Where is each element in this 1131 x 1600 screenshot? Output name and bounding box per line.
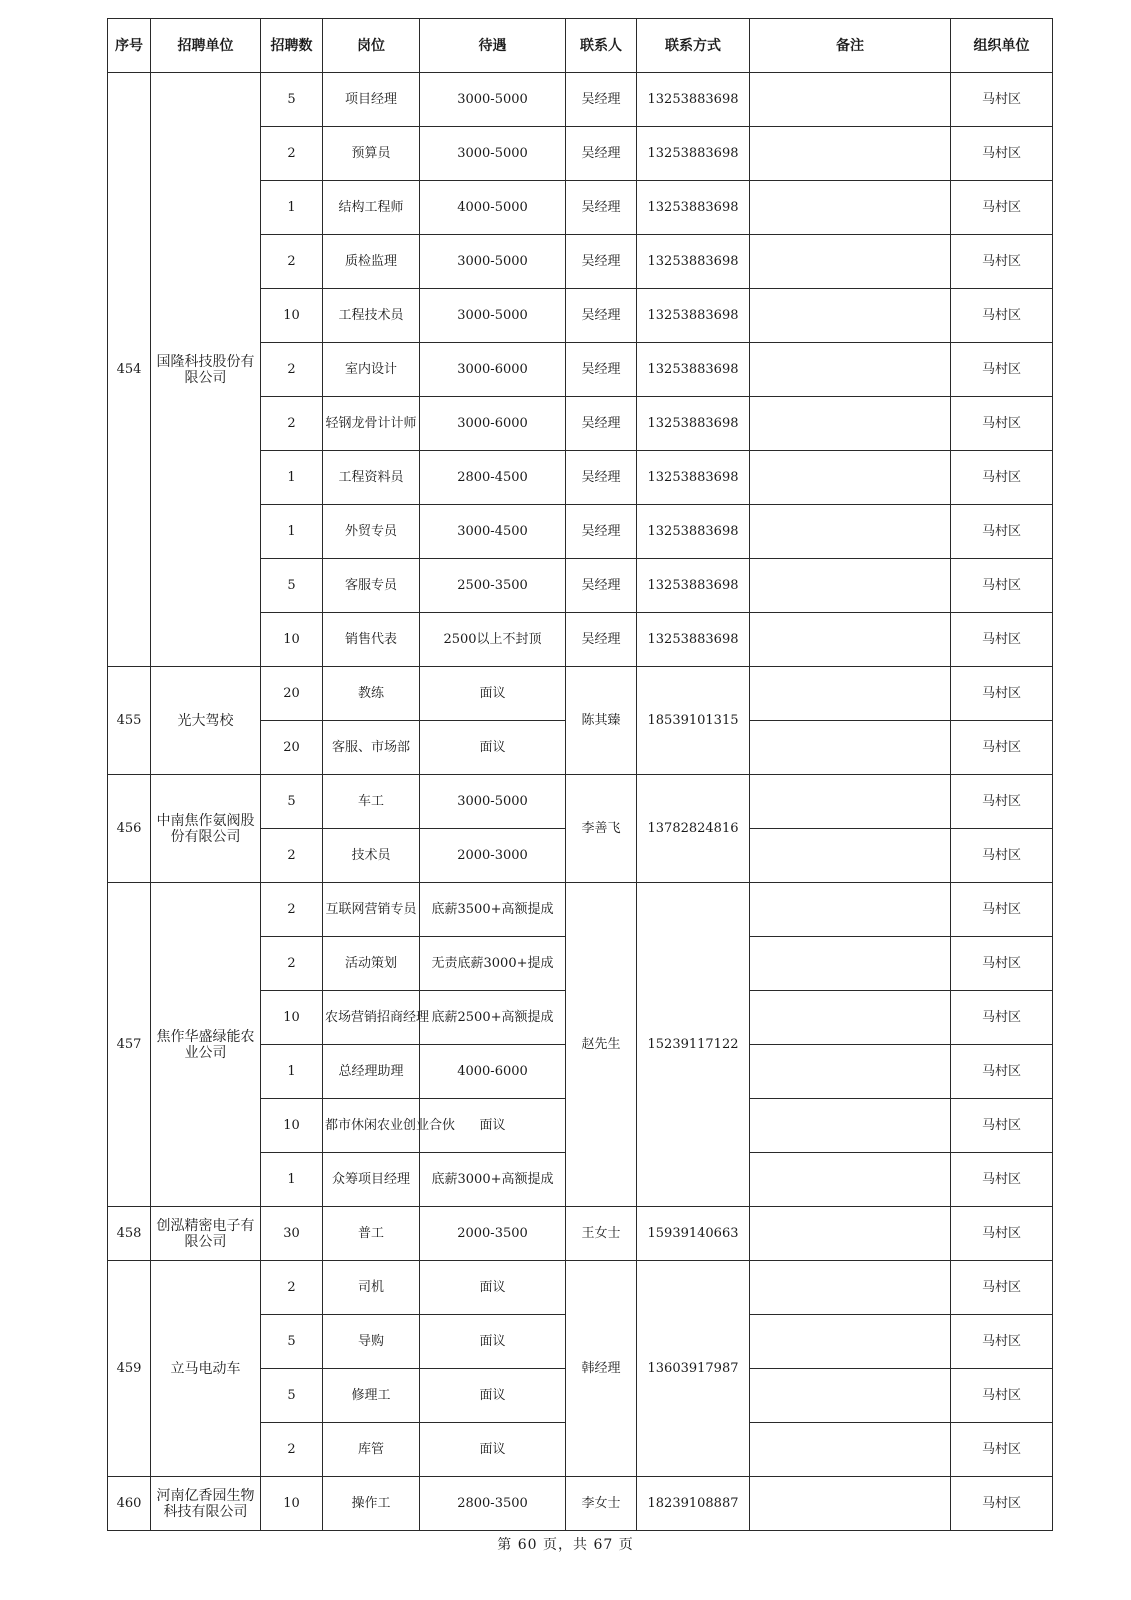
row-number: 458 [108, 1207, 151, 1261]
position-name: 总经理助理 [323, 1045, 420, 1099]
contact-person: 陈其臻 [566, 667, 637, 775]
hire-count: 1 [261, 181, 323, 235]
remark [750, 451, 951, 505]
position-name: 预算员 [323, 127, 420, 181]
position-name: 质检监理 [323, 235, 420, 289]
company-name: 焦作华盛绿能农业公司 [151, 883, 261, 1207]
header-row [108, 19, 1053, 73]
salary: 2800-3500 [420, 1477, 566, 1531]
hire-count: 20 [261, 721, 323, 775]
salary: 面议 [420, 1261, 566, 1315]
salary: 3000-6000 [420, 397, 566, 451]
organizer: 马村区 [951, 667, 1053, 721]
hire-count: 2 [261, 127, 323, 181]
remark [750, 1423, 951, 1477]
position-name: 司机 [323, 1261, 420, 1315]
organizer: 马村区 [951, 235, 1053, 289]
contact-person: 赵先生 [566, 883, 637, 1207]
remark [750, 667, 951, 721]
salary: 2500以上不封顶 [420, 613, 566, 667]
contact-phone: 15939140663 [637, 1207, 750, 1261]
organizer: 马村区 [951, 883, 1053, 937]
remark [750, 181, 951, 235]
hire-count: 2 [261, 1261, 323, 1315]
hire-count: 10 [261, 1477, 323, 1531]
position-name: 销售代表 [323, 613, 420, 667]
salary: 3000-4500 [420, 505, 566, 559]
contact-phone: 13253883698 [637, 343, 750, 397]
organizer: 马村区 [951, 1207, 1053, 1261]
salary: 2800-4500 [420, 451, 566, 505]
organizer: 马村区 [951, 937, 1053, 991]
company-name: 国隆科技股份有限公司 [151, 73, 261, 667]
salary: 无责底薪3000+提成 [420, 937, 566, 991]
company-name: 创泓精密电子有限公司 [151, 1207, 261, 1261]
position-name: 教练 [323, 667, 420, 721]
salary: 面议 [420, 1315, 566, 1369]
salary: 底薪3500+高额提成 [420, 883, 566, 937]
hire-count: 1 [261, 1153, 323, 1207]
contact-person: 吴经理 [566, 343, 637, 397]
row-number: 455 [108, 667, 151, 775]
organizer: 马村区 [951, 127, 1053, 181]
remark [750, 721, 951, 775]
row-number: 456 [108, 775, 151, 883]
remark [750, 1153, 951, 1207]
hire-count: 10 [261, 991, 323, 1045]
contact-phone: 13253883698 [637, 73, 750, 127]
organizer: 马村区 [951, 1477, 1053, 1531]
organizer: 马村区 [951, 991, 1053, 1045]
table-row [108, 883, 1053, 937]
hire-count: 2 [261, 829, 323, 883]
row-number: 454 [108, 73, 151, 667]
hire-count: 20 [261, 667, 323, 721]
salary: 面议 [420, 1423, 566, 1477]
salary: 2000-3000 [420, 829, 566, 883]
remark [750, 613, 951, 667]
contact-phone: 13253883698 [637, 235, 750, 289]
remark [750, 1261, 951, 1315]
contact-person: 李女士 [566, 1477, 637, 1531]
hire-count: 5 [261, 559, 323, 613]
remark [750, 397, 951, 451]
organizer: 马村区 [951, 775, 1053, 829]
remark [750, 343, 951, 397]
table-row [108, 1477, 1053, 1531]
organizer: 马村区 [951, 1423, 1053, 1477]
header-no: 序号 [108, 19, 151, 73]
contact-person: 吴经理 [566, 181, 637, 235]
table-row [108, 1261, 1053, 1315]
remark [750, 559, 951, 613]
contact-person: 吴经理 [566, 613, 637, 667]
position-name: 操作工 [323, 1477, 420, 1531]
salary: 面议 [420, 667, 566, 721]
hire-count: 10 [261, 1099, 323, 1153]
contact-phone: 18239108887 [637, 1477, 750, 1531]
organizer: 马村区 [951, 1099, 1053, 1153]
hire-count: 1 [261, 451, 323, 505]
salary: 底薪2500+高额提成 [420, 991, 566, 1045]
position-name: 工程技术员 [323, 289, 420, 343]
position-name: 工程资料员 [323, 451, 420, 505]
salary: 3000-5000 [420, 289, 566, 343]
recruitment-table [107, 18, 1053, 1531]
organizer: 马村区 [951, 1261, 1053, 1315]
contact-phone: 13253883698 [637, 127, 750, 181]
hire-count: 30 [261, 1207, 323, 1261]
position-name: 车工 [323, 775, 420, 829]
contact-person: 吴经理 [566, 235, 637, 289]
salary: 3000-5000 [420, 127, 566, 181]
hire-count: 5 [261, 73, 323, 127]
page-footer: 第 60 页，共 67 页 [497, 1537, 634, 1553]
header-salary: 待遇 [420, 19, 566, 73]
table-body [108, 73, 1053, 1531]
organizer: 马村区 [951, 1045, 1053, 1099]
table-row [108, 667, 1053, 721]
remark [750, 1045, 951, 1099]
salary: 3000-6000 [420, 343, 566, 397]
salary: 面议 [420, 1099, 566, 1153]
remark [750, 775, 951, 829]
organizer: 马村区 [951, 73, 1053, 127]
hire-count: 10 [261, 613, 323, 667]
remark [750, 235, 951, 289]
position-name: 导购 [323, 1315, 420, 1369]
header-org: 组织单位 [951, 19, 1053, 73]
salary: 面议 [420, 1369, 566, 1423]
remark [750, 1477, 951, 1531]
hire-count: 5 [261, 1369, 323, 1423]
contact-phone: 13253883698 [637, 397, 750, 451]
position-name: 轻钢龙骨计计师 [323, 397, 420, 451]
remark [750, 1207, 951, 1261]
remark [750, 1099, 951, 1153]
organizer: 马村区 [951, 451, 1053, 505]
hire-count: 5 [261, 775, 323, 829]
position-name: 农场营销招商经理 [323, 991, 420, 1045]
remark [750, 1369, 951, 1423]
header-count: 招聘数 [261, 19, 323, 73]
contact-person: 吴经理 [566, 559, 637, 613]
company-name: 光大驾校 [151, 667, 261, 775]
hire-count: 1 [261, 1045, 323, 1099]
hire-count: 1 [261, 505, 323, 559]
hire-count: 5 [261, 1315, 323, 1369]
contact-person: 李善飞 [566, 775, 637, 883]
organizer: 马村区 [951, 289, 1053, 343]
contact-phone: 15239117122 [637, 883, 750, 1207]
salary: 3000-5000 [420, 73, 566, 127]
contact-phone: 13253883698 [637, 613, 750, 667]
remark [750, 1315, 951, 1369]
contact-phone: 18539101315 [637, 667, 750, 775]
salary: 2000-3500 [420, 1207, 566, 1261]
position-name: 项目经理 [323, 73, 420, 127]
organizer: 马村区 [951, 343, 1053, 397]
hire-count: 2 [261, 235, 323, 289]
table-row [108, 73, 1053, 127]
remark [750, 73, 951, 127]
contact-phone: 13253883698 [637, 559, 750, 613]
header-contact: 联系人 [566, 19, 637, 73]
contact-phone: 13603917987 [637, 1261, 750, 1477]
position-name: 结构工程师 [323, 181, 420, 235]
position-name: 活动策划 [323, 937, 420, 991]
remark [750, 829, 951, 883]
row-number: 457 [108, 883, 151, 1207]
salary: 面议 [420, 721, 566, 775]
organizer: 马村区 [951, 1315, 1053, 1369]
contact-person: 吴经理 [566, 505, 637, 559]
contact-person: 吴经理 [566, 73, 637, 127]
row-number: 459 [108, 1261, 151, 1477]
position-name: 客服专员 [323, 559, 420, 613]
header-remark: 备注 [750, 19, 951, 73]
table-row [108, 1207, 1053, 1261]
hire-count: 2 [261, 1423, 323, 1477]
salary: 底薪3000+高额提成 [420, 1153, 566, 1207]
contact-person: 王女士 [566, 1207, 637, 1261]
company-name: 立马电动车 [151, 1261, 261, 1477]
contact-phone: 13253883698 [637, 289, 750, 343]
position-name: 库管 [323, 1423, 420, 1477]
contact-person: 吴经理 [566, 397, 637, 451]
company-name: 河南亿香园生物科技有限公司 [151, 1477, 261, 1531]
organizer: 马村区 [951, 721, 1053, 775]
header-phone: 联系方式 [637, 19, 750, 73]
company-name: 中南焦作氨阀股份有限公司 [151, 775, 261, 883]
hire-count: 10 [261, 289, 323, 343]
organizer: 马村区 [951, 559, 1053, 613]
header-position: 岗位 [323, 19, 420, 73]
remark [750, 991, 951, 1045]
position-name: 互联网营销专员 [323, 883, 420, 937]
organizer: 马村区 [951, 613, 1053, 667]
position-name: 修理工 [323, 1369, 420, 1423]
position-name: 普工 [323, 1207, 420, 1261]
organizer: 马村区 [951, 505, 1053, 559]
salary: 2500-3500 [420, 559, 566, 613]
remark [750, 127, 951, 181]
salary: 3000-5000 [420, 235, 566, 289]
hire-count: 2 [261, 397, 323, 451]
contact-person: 吴经理 [566, 451, 637, 505]
salary: 4000-5000 [420, 181, 566, 235]
salary: 4000-6000 [420, 1045, 566, 1099]
contact-person: 韩经理 [566, 1261, 637, 1477]
position-name: 众筹项目经理 [323, 1153, 420, 1207]
remark [750, 289, 951, 343]
table-row [108, 775, 1053, 829]
remark [750, 883, 951, 937]
row-number: 460 [108, 1477, 151, 1531]
contact-person: 吴经理 [566, 289, 637, 343]
contact-person: 吴经理 [566, 127, 637, 181]
organizer: 马村区 [951, 397, 1053, 451]
remark [750, 505, 951, 559]
hire-count: 2 [261, 937, 323, 991]
position-name: 都市休闲农业创业合伙 [323, 1099, 420, 1153]
hire-count: 2 [261, 883, 323, 937]
contact-phone: 13782824816 [637, 775, 750, 883]
position-name: 客服、市场部 [323, 721, 420, 775]
organizer: 马村区 [951, 829, 1053, 883]
organizer: 马村区 [951, 181, 1053, 235]
contact-phone: 13253883698 [637, 451, 750, 505]
remark [750, 937, 951, 991]
position-name: 技术员 [323, 829, 420, 883]
contact-phone: 13253883698 [637, 505, 750, 559]
organizer: 马村区 [951, 1153, 1053, 1207]
header-company: 招聘单位 [151, 19, 261, 73]
organizer: 马村区 [951, 1369, 1053, 1423]
position-name: 外贸专员 [323, 505, 420, 559]
hire-count: 2 [261, 343, 323, 397]
salary: 3000-5000 [420, 775, 566, 829]
position-name: 室内设计 [323, 343, 420, 397]
contact-phone: 13253883698 [637, 181, 750, 235]
